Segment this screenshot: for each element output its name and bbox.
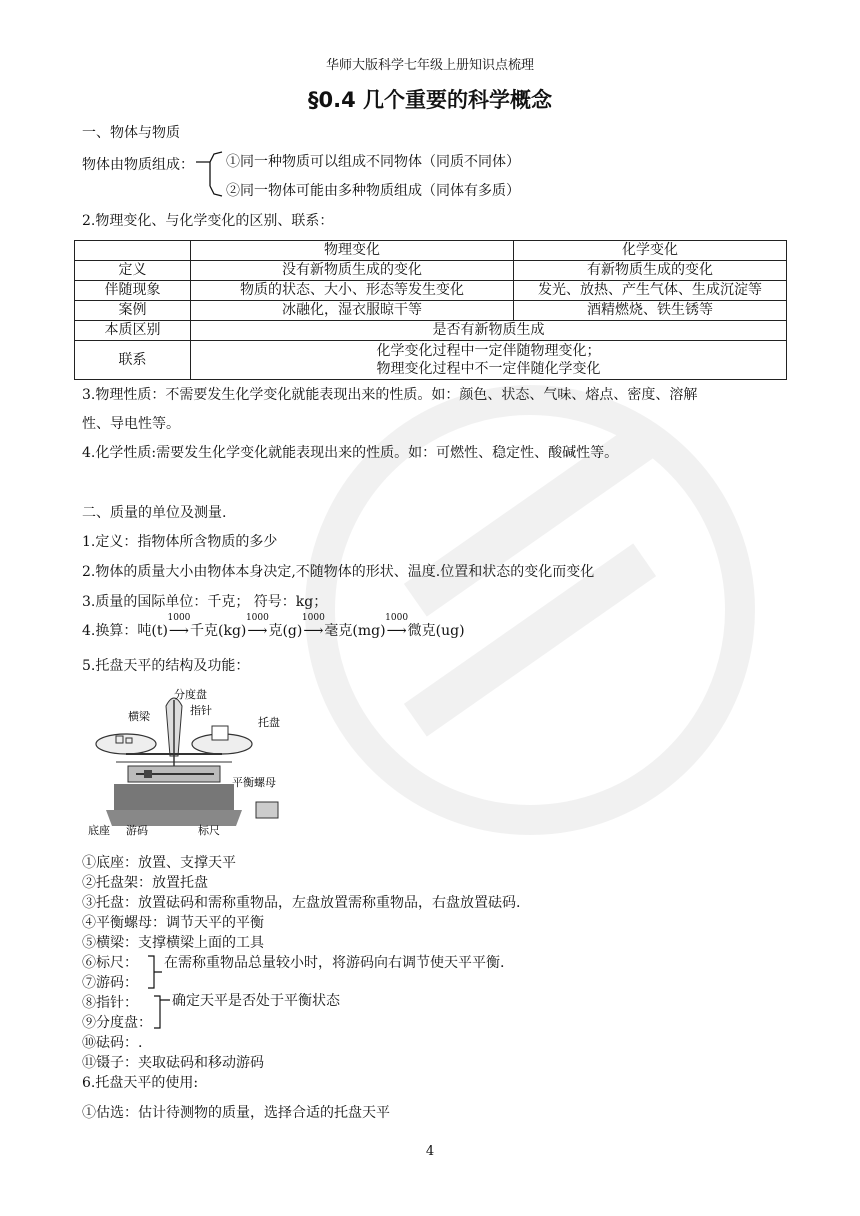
physical-cell: 物质的状态、大小、形态等发生变化 [191,281,514,301]
paragraph-3-line-2: 性、导电性等。 [82,416,180,432]
unit-label: 克(g) [268,623,303,639]
change-comparison-table [74,240,787,380]
brace-icon [146,952,162,992]
balance-label: 指针 [190,704,212,717]
composition-label: 物体由物质组成： [82,157,194,173]
table-header-cell [75,241,191,261]
part-item: ⑦游码： [82,975,138,991]
mass-item-6-1: ①估选：估计待测物的质量，选择合适的托盘天平 [82,1105,390,1121]
brace-icon [152,992,170,1032]
unit-label: 千克(kg) [190,623,247,639]
part-item: ②托盘架：放置托盘 [82,875,208,891]
table-row [75,281,787,301]
row-label: 本质区别 [75,321,191,341]
part-item: ⑩砝码：. [82,1035,143,1051]
physical-cell: 冰融化，湿衣服晾干等 [191,301,514,321]
part-item: ①底座：放置、支撑天平 [82,855,236,871]
mass-item-5: 5.托盘天平的结构及功能： [82,658,250,674]
part-item: ④平衡螺母：调节天平的平衡 [82,915,264,931]
table-row [75,321,787,341]
balance-label: 底座 [88,824,110,837]
row-label: 案例 [75,301,191,321]
balance-label: 游码 [126,824,148,837]
chemical-cell: 发光、放热、产生气体、生成沉淀等 [514,281,787,301]
part-item: ⑥标尺： [82,955,138,971]
section-heading-2: 二、质量的单位及测量. [82,505,227,521]
chemical-cell: 酒精燃烧、铁生锈等 [514,301,787,321]
part-item: ⑧指针： [82,995,138,1011]
unit-conversion [82,613,465,640]
unit-label: 吨(t) [137,623,168,639]
conversion-prefix: 4.换算： [82,623,138,639]
balance-diagram [86,686,306,838]
table-row [75,341,787,380]
watermark-graphic [300,330,760,890]
table-header-cell: 物理变化 [191,241,514,261]
paragraph-3-line-1: 3.物理性质：不需要发生化学变化就能表现出来的性质。如：颜色、状态、气味、熔点、密度、溶解 [82,387,698,403]
mass-item-6: 6.托盘天平的使用: [82,1075,199,1091]
conversion-factor: 1000 [245,613,269,623]
paragraph-4: 4.化学性质:需要发生化学变化就能表现出来的性质。如：可燃性、稳定性、酸碱性等。 [82,445,619,461]
part-item: ③托盘：放置砝码和需称重物品，左盘放置需称重物品，右盘放置砝码. [82,895,521,911]
conversion-arrow: 1000 ⟶ [301,613,325,639]
conversion-factor: 1000 [385,613,409,623]
composition-item: ①同一种物质可以组成不同物体（同质不同体） [226,154,520,170]
part-item: ⑪镊子：夹取砝码和移动游码 [82,1055,264,1071]
table-header-cell: 化学变化 [514,241,787,261]
mass-item-1: 1.定义：指物体所含物质的多少 [82,534,278,550]
row-label: 联系 [75,341,191,380]
unit-label: 微克(ug) [407,623,465,639]
table-row [75,301,787,321]
group-description: 确定天平是否处于平衡状态 [172,993,340,1009]
mass-item-2: 2.物体的质量大小由物体本身决定,不随物体的形状、温度.位置和状态的变化而变化 [82,564,595,580]
row-label: 伴随现象 [75,281,191,301]
physical-cell: 没有新物质生成的变化 [191,261,514,281]
relation-line: 化学变化过程中一定伴随物理变化； [376,343,601,359]
essence-cell: 是否有新物质生成 [191,321,787,341]
row-label: 定义 [75,261,191,281]
part-item: ⑤横梁：支撑横梁上面的工具 [82,935,264,951]
group-description: 在需称重物品总量较小时，将游码向右调节使天平平衡. [164,955,505,971]
relation-line: 物理变化过程中不一定伴随化学变化 [376,361,601,377]
relation-cell [191,341,787,380]
brace-icon [196,150,226,198]
balance-base [114,784,234,810]
page-number: 4 [425,1144,435,1159]
conversion-arrow: 1000 ⟶ [245,613,269,639]
composition-item: ②同一物体可能由多种物质组成（同体有多质） [226,183,520,199]
table-row [75,261,787,281]
chemical-cell: 有新物质生成的变化 [514,261,787,281]
balance-label: 分度盘 [174,688,207,701]
balance-label: 标尺 [198,824,220,837]
table-header-row [75,241,787,261]
balance-label: 托盘 [258,716,280,729]
balance-label: 横梁 [128,710,150,723]
part-item: ⑨分度盘： [82,1015,152,1031]
mass-item-3: 3.质量的国际单位：千克； 符号：kg； [82,594,328,610]
page-header: 华师大版科学七年级上册知识点梳理 [325,58,534,73]
page-title: §0.4 几个重要的科学概念 [307,88,552,112]
conversion-factor: 1000 [301,613,325,623]
section-heading-1: 一、物体与物质 [82,125,180,141]
unit-label: 毫克(mg) [324,623,386,639]
paragraph-2: 2.物理变化、与化学变化的区别、联系： [82,213,334,229]
conversion-arrow: 1000 ⟶ [385,613,409,639]
conversion-arrow: 1000 ⟶ [167,613,191,639]
balance-label: 平衡螺母 [232,776,276,789]
conversion-factor: 1000 [167,613,191,623]
